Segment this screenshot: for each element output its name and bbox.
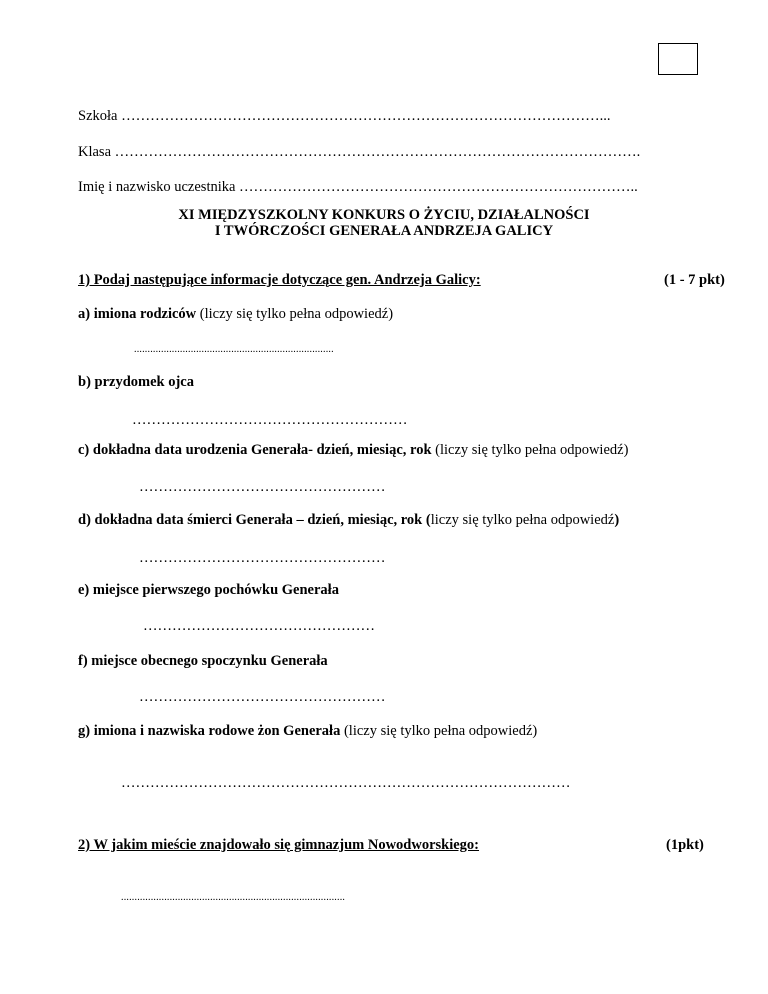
q1d-label: d) dokładna data śmierci Generała – dzień, miesiąc, rok	[78, 512, 423, 528]
score-box	[658, 43, 698, 75]
q1g-note: (liczy się tylko pełna odpowiedź)	[340, 723, 538, 739]
question-1-points: (1 - 7 pkt)	[664, 272, 725, 288]
q1a-line	[78, 306, 393, 323]
q1c-note: (liczy się tylko pełna odpowiedź)	[431, 442, 629, 458]
q1d-note: liczy się tylko pełna odpowiedź	[430, 512, 615, 528]
question-1-heading: 1) Podaj następujące informacje dotyczące gen. Andrzeja Galicy:	[78, 272, 481, 288]
q1f-label: f) miejsce obecnego spoczynku Generała	[78, 653, 328, 669]
q1c-answer[interactable]: ……………………………………………	[139, 479, 386, 495]
participant-name-field[interactable]: Imię i nazwisko uczestnika ………………………………………………………………………..	[78, 179, 638, 195]
contest-title-line2: I TWÓRCZOŚCI GENERAŁA ANDRZEJA GALICY	[214, 223, 554, 239]
q1e-label: e) miejsce pierwszego pochówku Generała	[78, 582, 339, 598]
q1d-line	[78, 512, 619, 529]
class-field[interactable]: Klasa ……………………………………………………………………………………………….	[78, 144, 641, 160]
q1b-label: b) przydomek ojca	[78, 374, 194, 390]
question-2-points: (1pkt)	[666, 837, 704, 853]
q1b-answer[interactable]: …………………………………………………	[132, 412, 408, 428]
q1d-note-open: (	[422, 512, 431, 528]
q1g-answer[interactable]: …………………………………………………………………………………	[121, 775, 571, 791]
q1c-label: c) dokładna data urodzenia Generała- dzień, miesiąc, rok	[78, 442, 432, 458]
q2-answer[interactable]: ...................................................................................	[121, 892, 346, 903]
contest-title-line1: XI MIĘDZYSZKOLNY KONKURS O ŻYCIU, DZIAŁALNOŚCI	[178, 207, 590, 223]
q1d-answer[interactable]: ……………………………………………	[139, 550, 386, 566]
q1c-line	[78, 442, 628, 459]
q1e-answer[interactable]: …………………………………………	[143, 618, 375, 634]
q1g-label: g) imiona i nazwiska rodowe żon Generała	[78, 723, 341, 739]
q1a-note: (liczy się tylko pełna odpowiedź)	[196, 306, 394, 322]
q1d-note-close: )	[614, 512, 620, 528]
question-2-heading: 2) W jakim mieście znajdowało się gimnazjum Nowodworskiego:	[78, 837, 480, 853]
q1f-answer[interactable]: ……………………………………………	[139, 689, 386, 705]
q1g-line	[78, 723, 537, 740]
q1a-label: a) imiona rodziców	[78, 306, 197, 322]
school-field[interactable]: Szkoła ………………………………………………………………………………………...	[78, 108, 611, 124]
q1a-answer[interactable]: ..........................................................................	[134, 344, 334, 355]
